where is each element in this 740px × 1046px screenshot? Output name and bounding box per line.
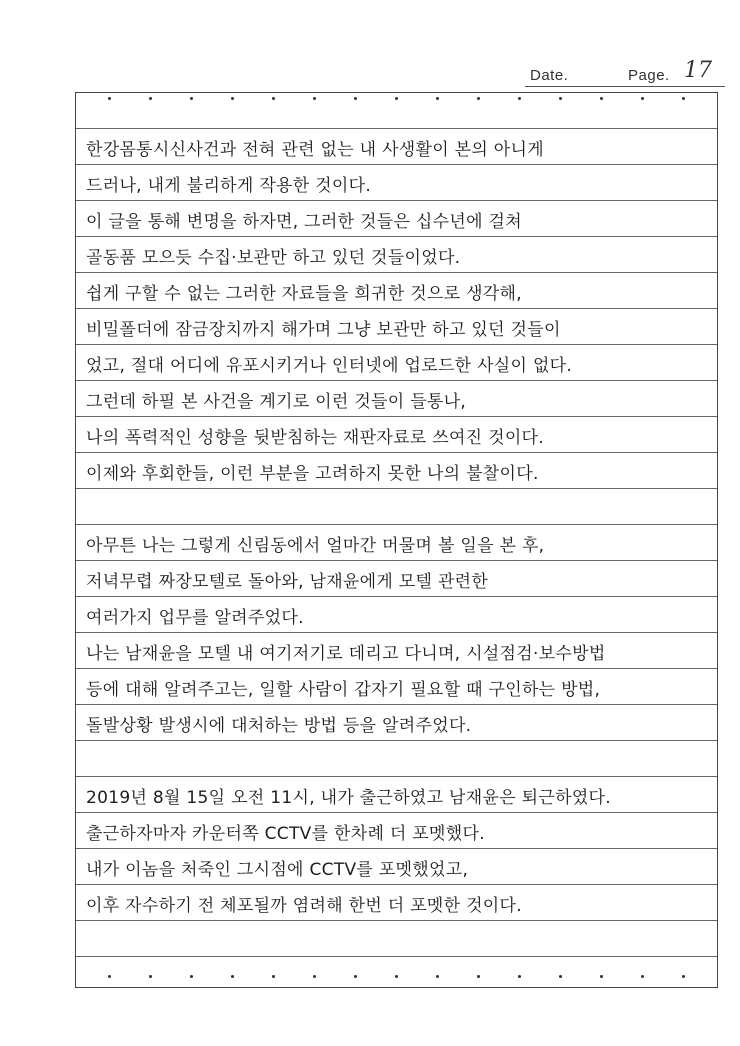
ruled-sheet bbox=[75, 92, 718, 988]
line-text: 내가 이놈을 처죽인 그시점에 CCTV를 포멧했었고, bbox=[86, 860, 469, 880]
line-text: 한강몸통시신사건과 전혀 관련 없는 내 사생활이 본의 아니게 bbox=[86, 140, 544, 160]
line-text: 나는 남재윤을 모텔 내 여기저기로 데리고 다니며, 시설점검·보수방법 bbox=[86, 644, 606, 664]
line-text: 아무튼 나는 그렇게 신림동에서 얼마간 머물며 볼 일을 본 후, bbox=[86, 536, 545, 556]
line-text: 2019년 8월 15일 오전 11시, 내가 출근하였고 남재윤은 퇴근하였다. bbox=[86, 788, 611, 808]
ruled-line bbox=[76, 921, 717, 957]
ruled-line bbox=[76, 309, 717, 345]
ruled-line bbox=[76, 165, 717, 201]
line-text: 저녁무렵 짜장모텔로 돌아와, 남재윤에게 모텔 관련한 bbox=[86, 572, 489, 592]
header-rule bbox=[525, 86, 725, 87]
line-text: 이 글을 통해 변명을 하자면, 그러한 것들은 십수년에 걸쳐 bbox=[86, 212, 522, 232]
line-text: 골동품 모으듯 수집·보관만 하고 있던 것들이었다. bbox=[86, 248, 461, 268]
ruled-line bbox=[76, 489, 717, 525]
ruled-line bbox=[76, 201, 717, 237]
ruled-line bbox=[76, 597, 717, 633]
ruled-line bbox=[76, 453, 717, 489]
ruled-line bbox=[76, 237, 717, 273]
ruled-line bbox=[76, 777, 717, 813]
line-text: 비밀폴더에 잠금장치까지 해가며 그냥 보관만 하고 있던 것들이 bbox=[86, 320, 561, 340]
date-label: Date. bbox=[530, 67, 569, 84]
page-header bbox=[0, 0, 740, 92]
page-label: Page. bbox=[628, 67, 670, 84]
ruled-line bbox=[76, 93, 717, 129]
line-text: 출근하자마자 카운터쪽 CCTV를 한차례 더 포멧했다. bbox=[86, 824, 485, 844]
ruled-line bbox=[76, 417, 717, 453]
ruled-line bbox=[76, 525, 717, 561]
ruled-line bbox=[76, 849, 717, 885]
line-text: 그런데 하필 본 사건을 계기로 이런 것들이 들통나, bbox=[86, 392, 467, 412]
line-text: 이후 자수하기 전 체포될까 염려해 한번 더 포멧한 것이다. bbox=[86, 896, 522, 916]
ruled-line bbox=[76, 813, 717, 849]
ruled-line bbox=[76, 345, 717, 381]
line-text: 나의 폭력적인 성향을 뒷받침하는 재판자료로 쓰여진 것이다. bbox=[86, 428, 544, 448]
ruled-line bbox=[76, 129, 717, 165]
ruled-line bbox=[76, 741, 717, 777]
ruled-line bbox=[76, 633, 717, 669]
ruled-line bbox=[76, 561, 717, 597]
ruled-line bbox=[76, 381, 717, 417]
page-number: 17 bbox=[684, 58, 712, 83]
ruled-line bbox=[76, 705, 717, 741]
bottom-dot-row bbox=[76, 975, 717, 981]
line-text: 돌발상황 발생시에 대처하는 방법 등을 알려주었다. bbox=[86, 716, 472, 736]
ruled-line bbox=[76, 273, 717, 309]
line-text: 드러나, 내게 불리하게 작용한 것이다. bbox=[86, 176, 372, 196]
line-text: 이제와 후회한들, 이런 부분을 고려하지 못한 나의 불찰이다. bbox=[86, 464, 539, 484]
line-text: 었고, 절대 어디에 유포시키거나 인터넷에 업로드한 사실이 없다. bbox=[86, 356, 573, 376]
line-text: 등에 대해 알려주고는, 일할 사람이 갑자기 필요할 때 구인하는 방법, bbox=[86, 680, 601, 700]
ruled-line bbox=[76, 669, 717, 705]
line-text: 쉽게 구할 수 없는 그러한 자료들을 희귀한 것으로 생각해, bbox=[86, 284, 522, 304]
ruled-line bbox=[76, 885, 717, 921]
line-text: 여러가지 업무를 알려주었다. bbox=[86, 608, 304, 628]
